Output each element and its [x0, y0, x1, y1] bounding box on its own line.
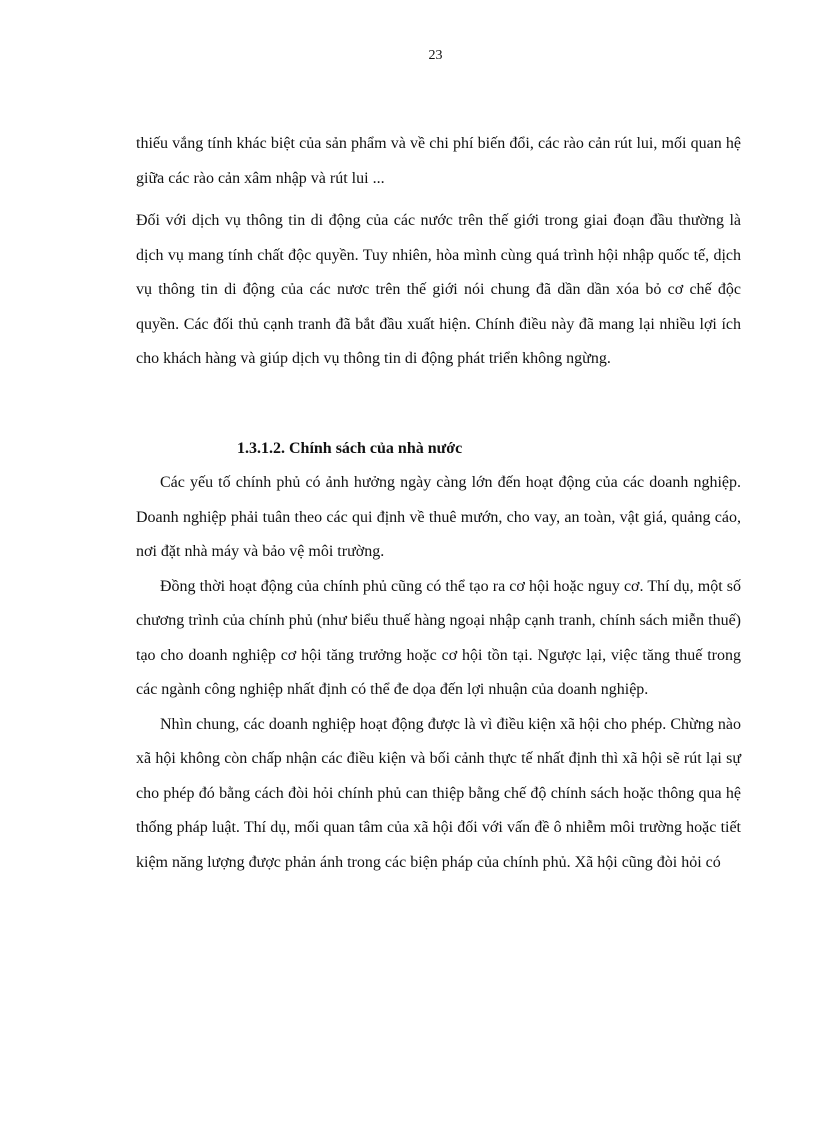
page-number: 23 [428, 48, 443, 63]
paragraph-dieu-kien-xa-hoi: Nhìn chung, các doanh nghiệp hoạt động được là vì điều kiện xã hội cho phép. Chừng nào xã hội không còn chấp nhận các điều kiện và bối cảnh thực tế nhất định thì xã hội sẽ rút lại sự cho phép đó bằng cách đòi hỏi chính phủ can thiệp bằng chế độ chính sách hoặc thông qua hệ thống pháp luật. Thí dụ, mối quan tâm của xã hội đối với vấn đề ô nhiễm môi trường hoặc tiết kiệm năng lượng được phản ánh trong các biện pháp của chính phủ. Xã hội cũng đòi hỏi có [136, 715, 741, 871]
paragraph-yeu-to-chinh-phu: Các yếu tố chính phủ có ảnh hưởng ngày càng lớn đến hoạt động của các doanh nghiệp. Doanh nghiệp phải tuân theo các qui định về thuê mướn, cho vay, an toàn, vật giá, quảng cáo, nơi đặt nhà máy và bảo vệ môi trường. [136, 474, 741, 560]
paragraph-co-hoi-nguy-co: Đồng thời hoạt động của chính phủ cũng có thể tạo ra cơ hội hoặc nguy cơ. Thí dụ, một số chương trình của chính phủ (như biểu thuế hàng ngoại nhập cạnh tranh, chính sách miễn thuế) tạo cho doanh nghiệp cơ hội tăng trưởng hoặc cơ hội tồn tại. Ngược lại, việc tăng thuế trong các ngành công nghiệp nhất định có thể đe dọa đến lợi nhuận của doanh nghiệp. [136, 577, 741, 698]
section-heading: 1.3.1.2. Chính sách của nhà nước [237, 439, 463, 457]
paragraph-rut-lui: thiếu vắng tính khác biệt của sản phẩm và về chi phí biến đổi, các rào cản rút lui, mối quan hệ giữa các rào cản xâm nhập và rút lui ... [136, 135, 741, 187]
document-body [136, 127, 741, 880]
paragraph-thong-tin-di-dong: Đối với dịch vụ thông tin di động của các nước trên thế giới trong giai đoạn đầu thường là dịch vụ mang tính chất độc quyền. Tuy nhiên, hòa mình cùng quá trình hội nhập quốc tế, dịch vụ thông tin di động của các nươc trên thế giới nói chung đã dần dần xóa bỏ cơ chế độc quyền. Các đối thủ cạnh tranh đã bắt đầu xuất hiện. Chính điều này đã mang lại nhiều lợi ích cho khách hàng và giúp dịch vụ thông tin di động phát triển không ngừng. [136, 212, 741, 367]
